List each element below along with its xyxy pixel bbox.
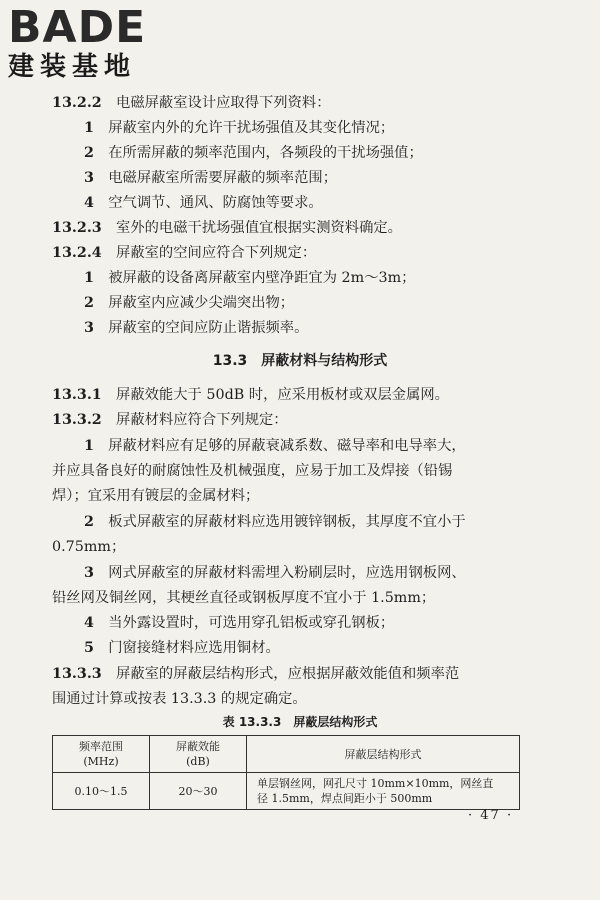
list-item: [0, 118, 600, 138]
item-text: 屏蔽材料应有足够的屏蔽衰减系数、磁导率和电导率大，: [108, 438, 466, 454]
item-number: 2: [84, 295, 94, 311]
clause-number: 13.3.3: [52, 666, 102, 682]
continuation-line: [0, 689, 600, 709]
clause-13-3-2: [0, 410, 600, 430]
clause-text: 屏蔽室的空间应符合下列规定：: [116, 245, 317, 261]
cell-eff: 20～30: [150, 773, 247, 810]
list-item: [0, 436, 600, 456]
list-item: [0, 268, 600, 288]
item-number: 3: [84, 565, 94, 581]
item-text: 空气调节、通风、防腐蚀等要求。: [108, 195, 323, 211]
clause-number: 13.3.2: [52, 412, 102, 428]
continuation-line: [0, 486, 600, 506]
list-item: [0, 193, 600, 213]
cell-structure-line2: 径 1.5mm，焊点间距小于 500mm: [257, 792, 433, 805]
section-number: 13.3: [212, 353, 248, 369]
cell-freq: 0.10～1.5: [53, 773, 150, 810]
item-text: 当外露设置时，可选用穿孔铝板或穿孔钢板；: [108, 615, 395, 631]
item-text: 屏蔽室内外的允许干扰场强值及其变化情况；: [108, 120, 395, 136]
continuation-text: 围通过计算或按表 13.3.3 的规定确定。: [52, 691, 307, 707]
clause-number: 13.3.1: [52, 387, 102, 403]
clause-13-2-4: [0, 243, 600, 263]
clause-text: 室外的电磁干扰场强值宜根据实测资料确定。: [116, 220, 402, 236]
clause-13-3-3: [0, 664, 600, 684]
item-text: 门窗接缝材料应选用铜材。: [108, 640, 280, 656]
item-text: 网式屏蔽室的屏蔽材料需埋入粉刷层时，应选用钢板网、: [108, 565, 466, 581]
header-structure-line1: 屏蔽层结构形式: [344, 747, 422, 761]
clause-13-2-3: [0, 218, 600, 238]
list-item: [0, 512, 600, 532]
logo-subtitle: 建装基地: [8, 52, 137, 82]
item-text: 屏蔽室的空间应防止谐振频率。: [108, 320, 309, 336]
item-text: 被屏蔽的设备离屏蔽室内壁净距宜为 2m～3m；: [108, 270, 416, 286]
cell-structure: [247, 773, 520, 810]
continuation-line: [0, 537, 600, 557]
clause-text: 屏蔽材料应符合下列规定：: [116, 412, 288, 428]
table-caption: 表 13.3.3 屏蔽层结构形式: [222, 715, 378, 729]
list-item: [0, 318, 600, 338]
structure-table: [52, 735, 520, 810]
continuation-text: 焊）；宜采用有镀层的金属材料；: [52, 488, 260, 504]
item-text: 板式屏蔽室的屏蔽材料应选用镀锌钢板，其厚度不宜小于: [108, 514, 466, 530]
clause-13-2-2: [0, 93, 600, 113]
item-number: 5: [84, 640, 94, 656]
item-number: 4: [84, 195, 94, 211]
page-number: · 47 ·: [468, 808, 514, 823]
list-item: [0, 293, 600, 313]
header-freq: [53, 736, 150, 773]
item-number: 4: [84, 615, 94, 631]
header-eff-line2: (dB): [186, 755, 210, 768]
continuation-text: 铅丝网及铜丝网，其梗丝直径或钢板厚度不宜小于 1.5mm；: [52, 590, 436, 606]
item-number: 2: [84, 514, 94, 530]
item-number: 1: [84, 120, 94, 136]
continuation-line: [0, 461, 600, 481]
continuation-text: 并应具备良好的耐腐蚀性及机械强度，应易于加工及焊接（铅锡: [52, 463, 453, 479]
header-eff: [150, 736, 247, 773]
header-eff-line1: 屏蔽效能: [176, 740, 220, 753]
clause-13-3-1: [0, 385, 600, 405]
logo: [8, 2, 178, 82]
table-header-row: [53, 736, 520, 773]
section-title: [0, 351, 600, 371]
clause-text: 屏蔽效能大于 50dB 时，应采用板材或双层金属网。: [116, 387, 449, 403]
clause-number: 13.2.3: [52, 220, 102, 236]
cell-structure-line1: 单层钢丝网，网孔尺寸 10mm×10mm，网丝直: [257, 777, 494, 790]
logo-brand: BADE: [8, 2, 147, 53]
item-number: 2: [84, 145, 94, 161]
item-number: 3: [84, 170, 94, 186]
section-heading: 屏蔽材料与结构形式: [261, 353, 388, 369]
clause-number: 13.2.2: [52, 95, 102, 111]
item-number: 1: [84, 438, 94, 454]
header-freq-line2: (MHz): [83, 755, 119, 768]
continuation-line: [0, 588, 600, 608]
clause-text: 屏蔽室的屏蔽层结构形式，应根据屏蔽效能值和频率范: [116, 666, 460, 682]
list-item: [0, 613, 600, 633]
item-number: 1: [84, 270, 94, 286]
item-text: 在所需屏蔽的频率范围内，各频段的干扰场强值；: [108, 145, 423, 161]
list-item: [0, 168, 600, 188]
item-text: 屏蔽室内应减少尖端突出物；: [108, 295, 295, 311]
list-item: [0, 563, 600, 583]
clause-number: 13.2.4: [52, 245, 102, 261]
list-item: [0, 143, 600, 163]
header-structure: [247, 736, 520, 773]
continuation-text: 0.75mm；: [52, 539, 126, 555]
list-item: [0, 638, 600, 658]
header-freq-line1: 频率范围: [79, 740, 123, 753]
item-text: 电磁屏蔽室所需要屏蔽的频率范围；: [108, 170, 337, 186]
clause-text: 电磁屏蔽室设计应取得下列资料：: [116, 95, 331, 111]
item-number: 3: [84, 320, 94, 336]
table-row: [53, 773, 520, 810]
